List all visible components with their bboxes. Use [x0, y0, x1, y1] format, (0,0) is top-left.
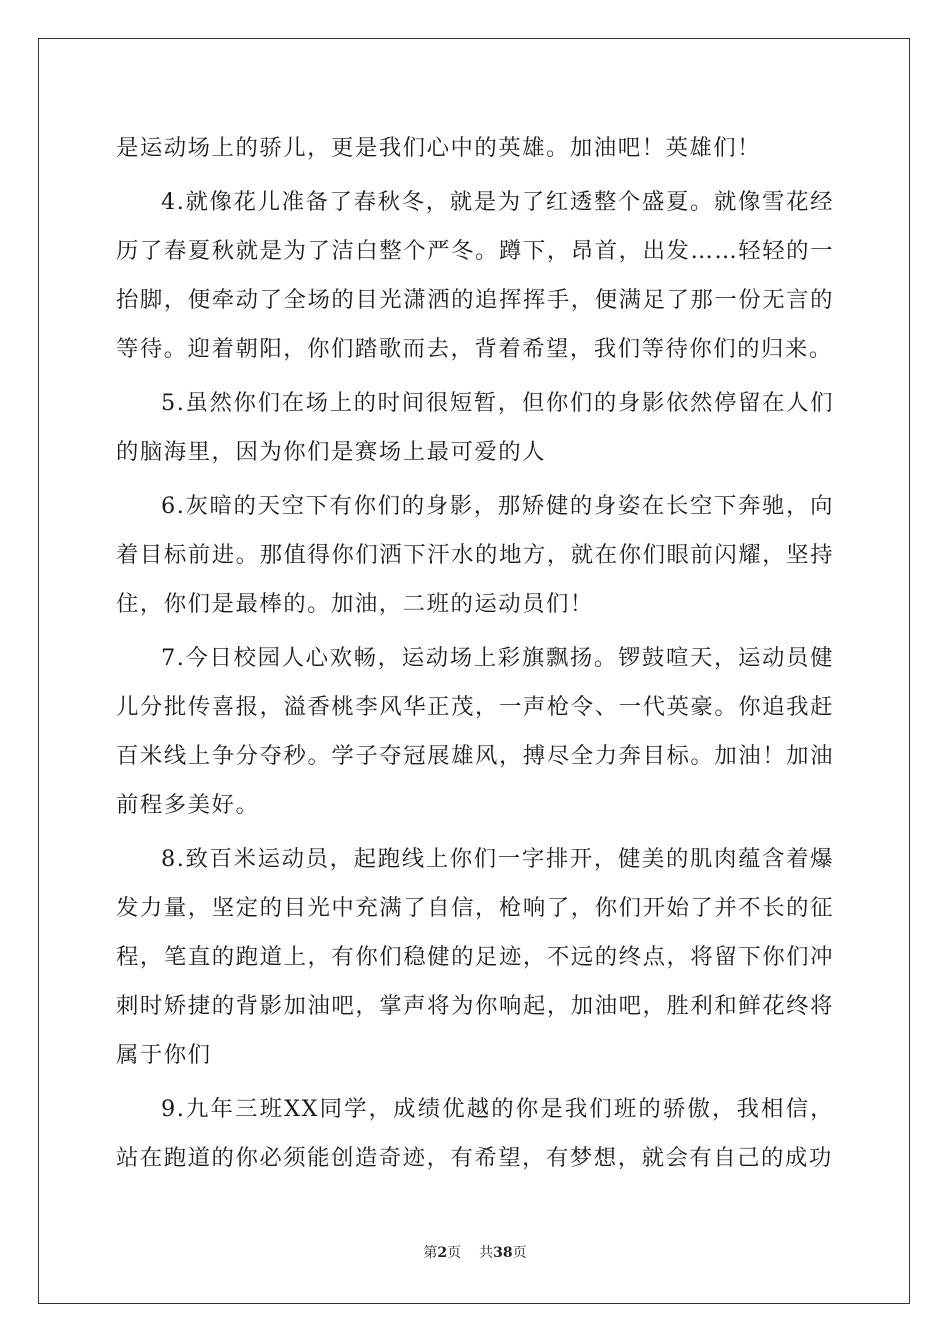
- paragraph-item-4: 4.就像花儿准备了春秋冬，就是为了红透整个盛夏。就像雪花经历了春夏秋就是为了洁白整个严冬。蹲下，昂首，出发……轻轻的一抬脚，便牵动了全场的目光潇洒的追挥挥手，便满足了那一份无言的等待。迎着朝阳，你们踏歌而去，背着希望，我们等待你们的归来。: [116, 189, 834, 362]
- paragraph-continuation: 是运动场上的骄儿，更是我们心中的英雄。加油吧！英雄们！: [116, 135, 762, 161]
- paragraph-item-5: 5.虽然你们在场上的时间很短暂，但你们的身影依然停留在人们的脑海里，因为你们是赛场上最可爱的人: [116, 390, 834, 465]
- page-number: 2: [437, 1245, 448, 1261]
- page-suffix: 页: [447, 1245, 462, 1261]
- paragraph-item-9: 9.九年三班XX同学，成绩优越的你是我们班的骄傲，我相信，站在跑道的你必须能创造奇迹，有希望，有梦想，就会有自己的成功: [116, 1096, 834, 1171]
- total-prefix: 共: [479, 1245, 494, 1261]
- page-prefix: 第: [423, 1245, 438, 1261]
- paragraph-item-7: 7.今日校园人心欢畅，运动场上彩旗飘扬。锣鼓喧天，运动员健儿分批传喜报，溢香桃李风华正茂，一声枪令、一代英豪。你追我赶百米线上争分夺秒。学子夺冠展雄风，搏尽全力奔目标。加油！加油前程多美好。: [116, 645, 834, 818]
- total-pages: 38: [493, 1245, 513, 1261]
- paragraph-item-8: 8.致百米运动员，起跑线上你们一字排开，健美的肌肉蕴含着爆发力量，坚定的目光中充满了自信，枪响了，你们开始了并不长的征程，笔直的跑道上，有你们稳健的足迹，不远的终点，将留下你们冲刺时矫捷的背影加油吧，掌声将为你响起，加油吧，胜利和鲜花终将属于你们: [116, 846, 834, 1068]
- total-suffix: 页: [512, 1245, 527, 1261]
- paragraph-item-6: 6.灰暗的天空下有你们的身影，那矫健的身姿在长空下奔驰，向着目标前进。那值得你们洒下汗水的地方，就在你们眼前闪耀，坚持住，你们是最棒的。加油，二班的运动员们！: [116, 493, 834, 617]
- page-footer: [0, 1244, 950, 1262]
- document-body: [116, 124, 834, 1188]
